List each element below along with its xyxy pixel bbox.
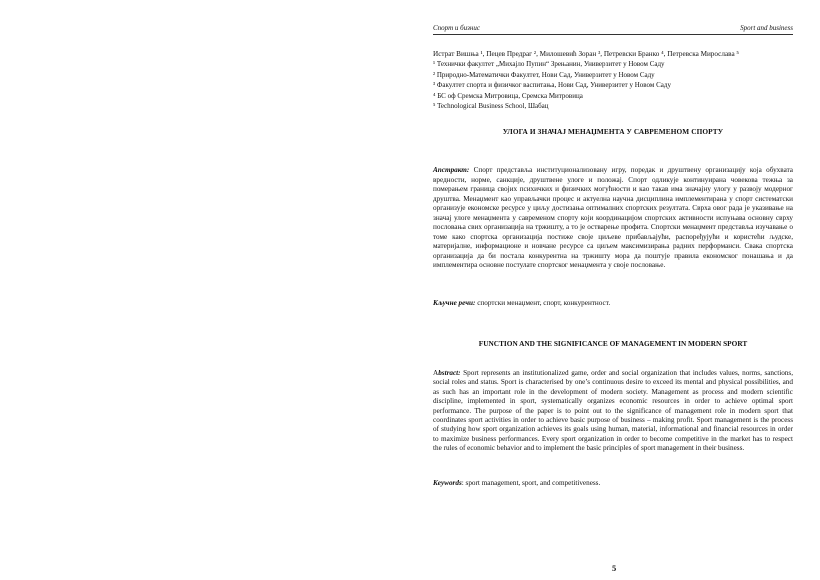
abstract-serbian [433, 166, 793, 271]
abstract-english-text: Sport represents an institutionalized game, order and social organization that includes values, norms, sanctions, social roles and status. Sport is characterised by one’s continuous desire to exceed its mental and physical possibilities, and as such has an important role in the development of modern society. Management as process and modern scientific discipline, implemented in sport, systematically organizes economic resources in order to achieve optimal sport performance. The purpose of the paper is to point out to the significance of management role in modern sport that coordinates sport activities in order to achieve basic purpose of business – making profit. Sport management is the process of studying how sport organization achieves its goals using human, material, informational and financial resources in order to maximize business performances. Every sport organization in order to become competitive in the market has to respect the rules of economic behavior and to implement the basic principles of sport management in their business. [433, 369, 793, 453]
abstract-english-label-lead: A [433, 369, 439, 377]
abstract-serbian-label: Апстракт: [433, 166, 470, 174]
affiliation-4: ⁴ БС оф Сремска Митровица, Сремска Митровица [433, 91, 583, 100]
author-block [433, 49, 793, 111]
running-header-left: Спорт и бизнис [433, 24, 480, 32]
page-number: 5 [612, 563, 617, 573]
paper-title-english: FUNCTION AND THE SIGNIFICANCE OF MANAGEMENT IN MODERN SPORT [478, 339, 748, 348]
keywords-serbian-label: Кључне речи: [433, 299, 476, 307]
abstract-english [433, 369, 793, 454]
affiliation-5: ⁵ Technological Business School, Шабац [433, 102, 549, 111]
header-rule [433, 34, 793, 35]
abstract-serbian-text: Спорт представља институционализовану игру, поредак и друштвену организацију која обухвата вредности, норме, санкције, друштвене улоге и положај. Спорт одликује континуирана човекова тежња за померањем граница својих психичких и физичких могућности и као такав има значајну улогу у развоју модерног друштва. Менаџмент као управљачки процес и актуелна научна дисциплина имплементирана у спорт систематски организује економске ресурсе у циљу достизања оптималних спортских резултата. Сврха овог рада је указивање на значај улоге менаџмента у савременом спорту који координацијом спортских активности испуњава основну сврху пословања свих организација на тржишту, а то је остварење профита. Спортски менаџмент представља изучавање о томе како спортска организација постиже своје циљеве прибављајући, распоређујући и користећи људске, материјалне, информационе и новчане ресурсе са циљем максимизирања радних перформанси. Свака спортска организација да би постала конкурентна на тржишту мора да поштује правила економског понашања и да имплементира основне постулате спортског менаџмента у своје пословање. [433, 166, 793, 269]
keywords-serbian-text: спортски менаџмент, спорт, конкурентност. [475, 299, 611, 307]
affiliation-3: ³ Факултет спорта и физичког васпитања, Нови Сад, Универзитет у Новом Саду [433, 81, 671, 90]
paper-title-serbian: УЛОГА И ЗНАЧАЈ МЕНАЏМЕНТА У САВРЕМЕНОМ СПОРТУ [502, 127, 724, 136]
keywords-english-label: Keywords [433, 479, 462, 487]
keywords-serbian [433, 299, 793, 307]
keywords-english [433, 479, 793, 487]
author-names: Истрат Вишња ¹, Пецев Предраг ², Милошевић Зоран ³, Петревски Бранко ⁴, Петревска Мирослава ⁵ [433, 50, 739, 58]
abstract-english-label: bstract: [438, 369, 461, 377]
keywords-english-text: : sport management, sport, and competitiveness. [461, 479, 601, 487]
affiliation-2: ² Природно-Математички Факултет, Нови Сад, Универзитет у Новом Саду [433, 70, 655, 79]
affiliation-1: ¹ Технички факултет „Михајло Пупин“ Зрењанин, Универзитет у Новом Саду [433, 60, 665, 69]
running-header-right: Sport and business [740, 24, 793, 32]
